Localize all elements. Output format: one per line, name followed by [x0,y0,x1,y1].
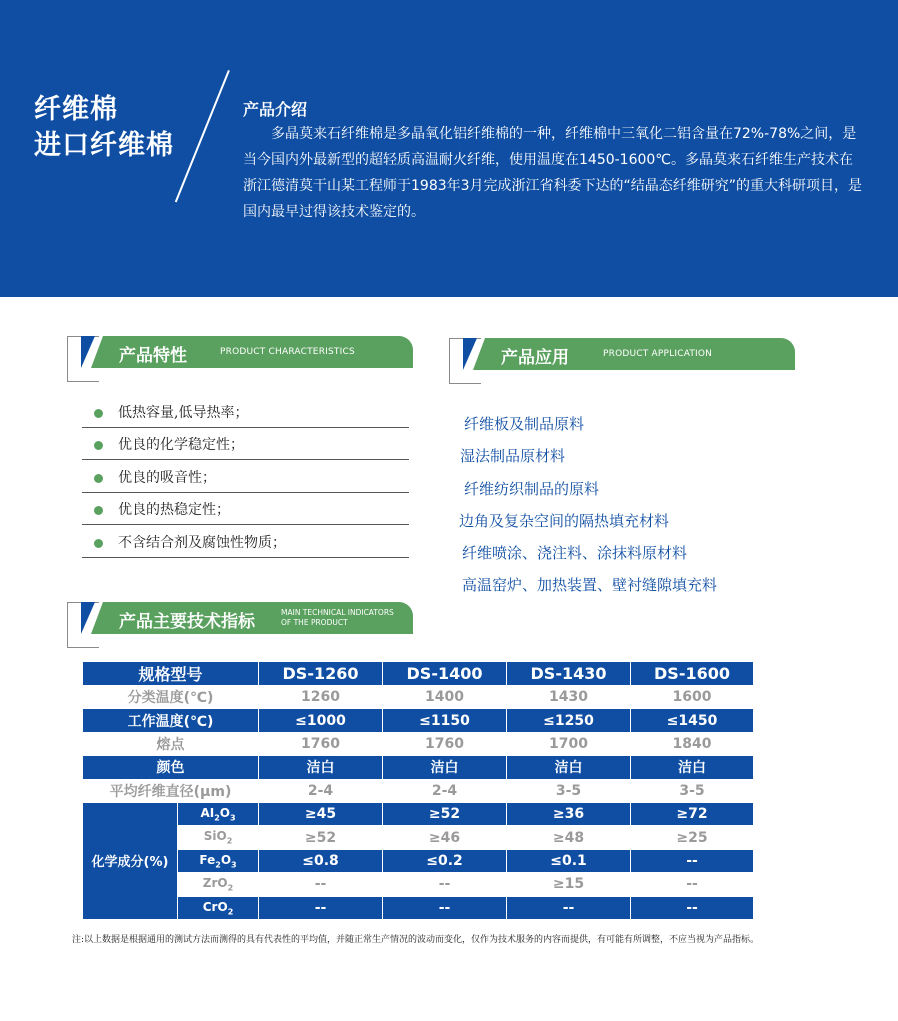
table-cell: -- [631,896,754,919]
characteristics-title-en: PRODUCT CHARACTERISTICS [220,347,355,357]
table-cell: -- [259,873,383,896]
intro-heading: 产品介绍 [243,100,308,119]
application-title: 产品应用 [501,348,569,368]
header-label: 规格型号 [83,662,259,686]
table-cell: 洁白 [259,756,383,779]
row-label: 熔点 [83,732,259,755]
table-cell: 洁白 [631,756,754,779]
list-item-label: 优良的化学稳定性； [118,437,244,453]
application-item: 湿法制品原材料 [460,447,566,465]
application-header [449,338,795,378]
table-cell: 洁白 [383,756,507,779]
intro-text: 多晶莫来石纤维棉是多晶氧化铝纤维棉的一种，纤维棉中三氧化二铝含量在72%-78%之间，是当今国内外最新型的超轻质高温耐火纤维，使用温度在1450-1600℃。多晶莫来石纤维生产技术在浙江德清莫干山某工程师于1983年3月完成浙江省科委下达的“结晶态纤维研究”的重大科研项目，是国内最早过得该技术鉴定的。 [243,126,863,220]
list-item [82,525,409,558]
chem-label: $AI_2O_3$ [178,802,259,825]
chem-label: ZrO$_2$ [178,873,259,896]
table-cell: ≥25 [631,826,754,849]
table-cell: 2-4 [259,779,383,802]
table-cell: 1700 [507,732,631,755]
characteristics-header [67,336,413,376]
list-item [82,395,409,428]
row-label: 颜色 [83,756,259,779]
slash-divider [175,70,230,202]
bullet-dot-icon [94,409,103,418]
table-cell: ≤1150 [383,709,507,732]
table-cell: -- [383,873,507,896]
model-header: DS-1260 [259,662,383,686]
row-label: 工作温度(℃) [83,709,259,732]
table-row [83,756,754,779]
indicators-header [67,602,413,642]
list-item [82,460,409,493]
table-row [83,779,754,802]
table-cell: ≥45 [259,802,383,825]
table-cell: ≤1000 [259,709,383,732]
table-cell: ≥52 [383,802,507,825]
table-cell: 1260 [259,686,383,709]
bullet-dot-icon [94,539,103,548]
table-cell: ≤0.1 [507,849,631,872]
table-cell: 3-5 [631,779,754,802]
indicators-title-en-line2: OF THE PRODUCT [281,618,348,627]
list-item-label: 优良的吸音性； [118,469,216,486]
spec-table [82,661,754,920]
application-title-en: PRODUCT APPLICATION [603,349,713,359]
table-row [83,686,754,709]
bullet-dot-icon [94,506,103,515]
chem-label: $Fe_2O_3$ [178,849,259,872]
table-cell: 1760 [259,732,383,755]
table-row [83,873,754,896]
table-row [83,802,754,825]
hero-title-line2: 进口纤维棉 [34,130,174,161]
list-item-label: 优良的热稳定性； [118,502,230,518]
indicators-title-en-line1: MAIN TECHNICAL INDICATORS [281,608,394,617]
table-row [83,849,754,872]
table-cell: ≥15 [507,873,631,896]
table-cell: -- [631,849,754,872]
characteristics-list [82,395,409,558]
chem-label: SiO$_2$ [178,826,259,849]
table-row [83,732,754,755]
model-header: DS-1400 [383,662,507,686]
chem-group-label: 化学成分(%) [83,802,178,919]
application-item: 纤维喷涂、浇注料、涂抹料原材料 [462,544,688,562]
table-row [83,709,754,732]
bullet-dot-icon [94,441,103,450]
footnote: 注:以上数据是根据通用的测试方法而测得的具有代表性的平均值，并随正常生产情况的波动而变化，仅作为技术服务的内容而提供，有可能有所调整，不应当视为产品指标。 [72,935,760,945]
table-cell: ≤1450 [631,709,754,732]
model-header: DS-1430 [507,662,631,686]
table-cell: 3-5 [507,779,631,802]
list-item [82,493,409,526]
model-header: DS-1600 [631,662,754,686]
application-item: 高温窑炉、加热装置、壁衬缝隙填充料 [462,576,718,594]
table-cell: ≤1250 [507,709,631,732]
table-cell: -- [631,873,754,896]
chem-label: CrO$_2$ [178,896,259,919]
list-item [82,428,409,461]
hero-title [34,92,174,164]
table-header-row [83,662,754,686]
table-cell: 1600 [631,686,754,709]
table-cell: 2-4 [383,779,507,802]
table-cell: 1400 [383,686,507,709]
table-row [83,896,754,919]
hero-banner [0,0,898,297]
table-cell: 1760 [383,732,507,755]
table-cell: ≥72 [631,802,754,825]
indicators-title-en [281,608,394,628]
table-cell: ≤0.2 [383,849,507,872]
indicators-title: 产品主要技术指标 [119,612,255,632]
list-item-label: 不含结合剂及腐蚀性物质； [118,534,286,551]
table-cell: -- [507,896,631,919]
list-item-label: 低热容量,低导热率； [118,404,249,421]
table-cell: ≤0.8 [259,849,383,872]
table-cell: 1840 [631,732,754,755]
table-row [83,826,754,849]
table-cell: ≥36 [507,802,631,825]
row-label: 平均纤维直径(μm) [83,779,259,802]
table-cell: 1430 [507,686,631,709]
table-cell: ≥46 [383,826,507,849]
row-label: 分类温度(℃) [83,686,259,709]
application-item: 纤维板及制品原料 [464,415,585,433]
table-cell: 洁白 [507,756,631,779]
characteristics-title: 产品特性 [119,346,187,366]
table-cell: -- [383,896,507,919]
table-cell: -- [259,896,383,919]
application-item: 纤维纺织制品的原料 [464,480,600,498]
application-item: 边角及复杂空间的隔热填充材料 [459,512,670,530]
bullet-dot-icon [94,474,103,483]
hero-title-line1: 纤维棉 [34,94,118,125]
table-cell: ≥52 [259,826,383,849]
table-cell: ≥48 [507,826,631,849]
